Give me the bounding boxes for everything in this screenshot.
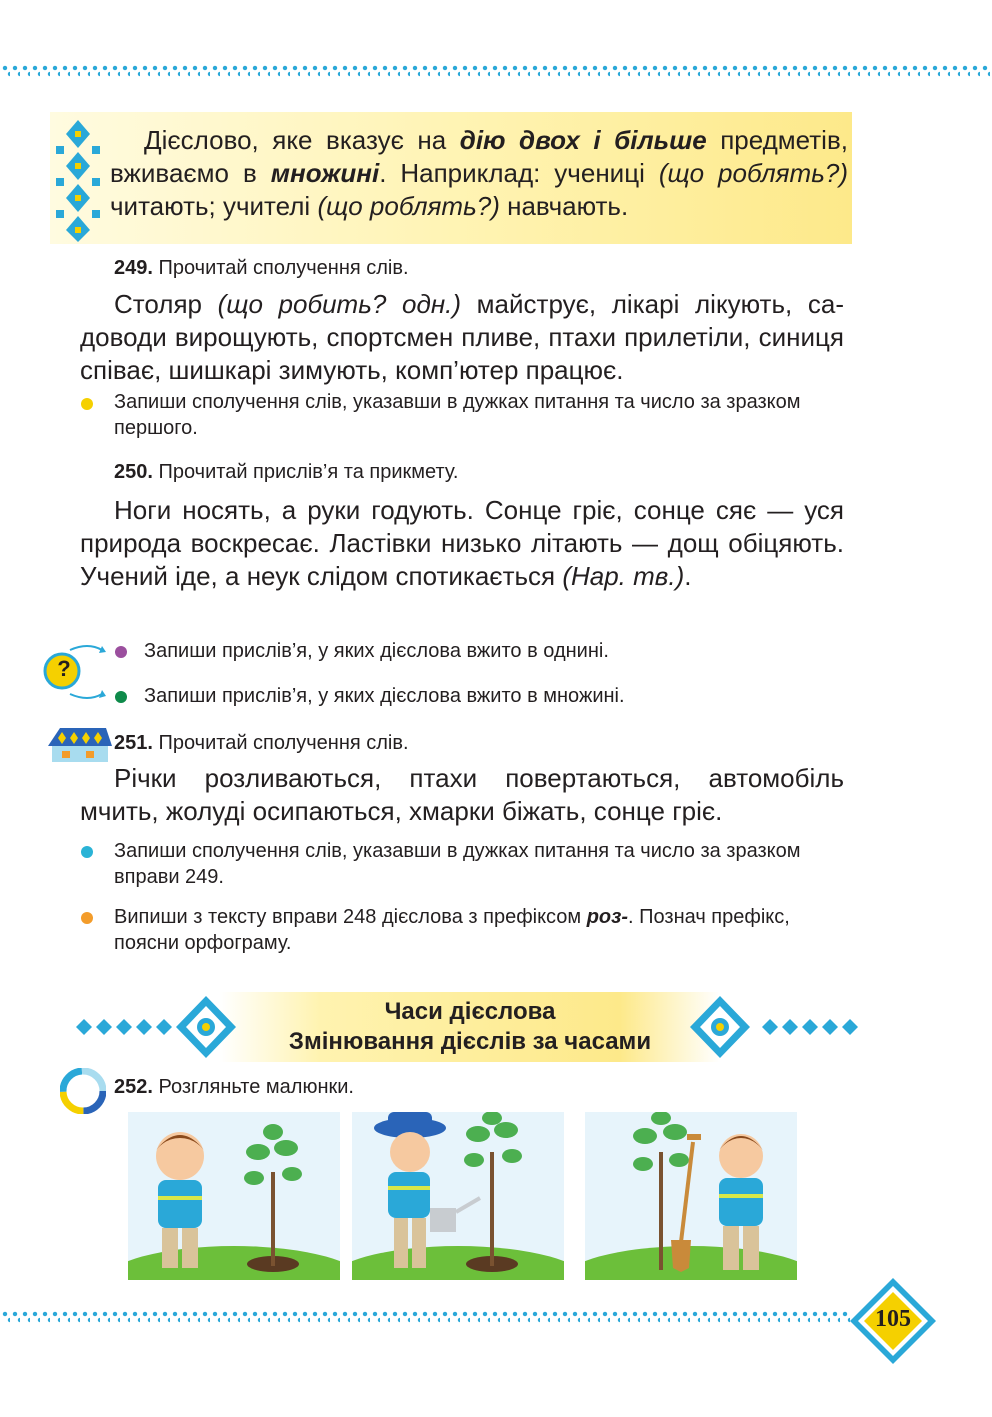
bullet-cyan-dot — [81, 846, 93, 858]
section-title-banner — [220, 992, 720, 1062]
rule-text: Дієслово, яке вказує на дію двох і більше предметів, вживаємо в множині. Наприклад: учениці (що роблять?) читають; учителі (що роблять?) навчають. — [110, 125, 849, 221]
task-251-bullet-1: Запиши сполучення слів, указавши в дужках питання та число за зразком вправи 249. — [114, 840, 801, 888]
question-mark-icon — [40, 636, 110, 706]
bullet-yellow-dot — [81, 398, 93, 410]
left-ornament-icon — [66, 992, 236, 1062]
bullet-green-dot — [115, 691, 127, 703]
task-249-heading: 249. Прочитай сполучення слів. — [114, 257, 409, 279]
task-251-heading: 251. Прочитай сполучення слів. — [114, 732, 409, 754]
right-ornament-icon — [690, 992, 860, 1062]
section-title-line-1: Часи дієслова — [384, 998, 556, 1025]
bullet-orange-dot — [81, 912, 93, 924]
task-251-bullet-2: Випиши з тексту вправи 248 дієслова з префіксом роз-. Познач префікс, поясни орфограму. — [114, 906, 790, 954]
task-249-bullet: Запиши сполучення слів, указавши в дужках питання та число за зразком першого. — [114, 391, 801, 439]
section-title-line-2: Змінювання дієслів за часами — [288, 1028, 652, 1055]
page-number: 105 — [875, 1306, 911, 1332]
task-251-text: Річки розливаються, птахи повертаються, автомобіль мчить, жолуді осипаються, хмарки біжать, сонце гріє. — [80, 763, 844, 826]
bullet-purple-dot — [115, 646, 127, 658]
illustration-boy-watering-tree — [352, 1112, 564, 1280]
task-250-bullet-2: Запиши прислів’я, у яких дієслова вжито в множині. — [144, 685, 625, 707]
task-250-bullet-1: Запиши прислів’я, у яких дієслова вжито в однині. — [144, 640, 609, 662]
task-252-heading: 252. Розгляньте малюнки. — [114, 1076, 354, 1098]
top-border-ornament — [0, 64, 992, 78]
illustration-boy-with-shovel — [585, 1112, 797, 1280]
bottom-border-ornament — [0, 1310, 850, 1324]
task-249-text: Столяр (що робить? одн.) майструє, лікарі лікують, садоводи вирощують, спортсмен пливе, птахи прилетіли, синиця співає, шишкарі зимують, комп’ютер працює. — [80, 289, 845, 385]
house-icon — [46, 724, 114, 764]
question-mark-label: ? — [57, 656, 71, 681]
discussion-circle-icon — [60, 1068, 106, 1114]
task-250-text: Ноги носять, а руки годують. Сонце гріє, сонце сяє — уся природа воскресає. Ластівки низько літають — дощ обіцяють. Учений іде, а неук слідом спотикається (Нар. тв.). — [80, 495, 844, 591]
embroidery-ornament-icon — [56, 118, 100, 244]
illustration-boy-near-tree — [128, 1112, 340, 1280]
task-250-heading: 250. Прочитай прислів’я та прикмету. — [114, 461, 459, 483]
